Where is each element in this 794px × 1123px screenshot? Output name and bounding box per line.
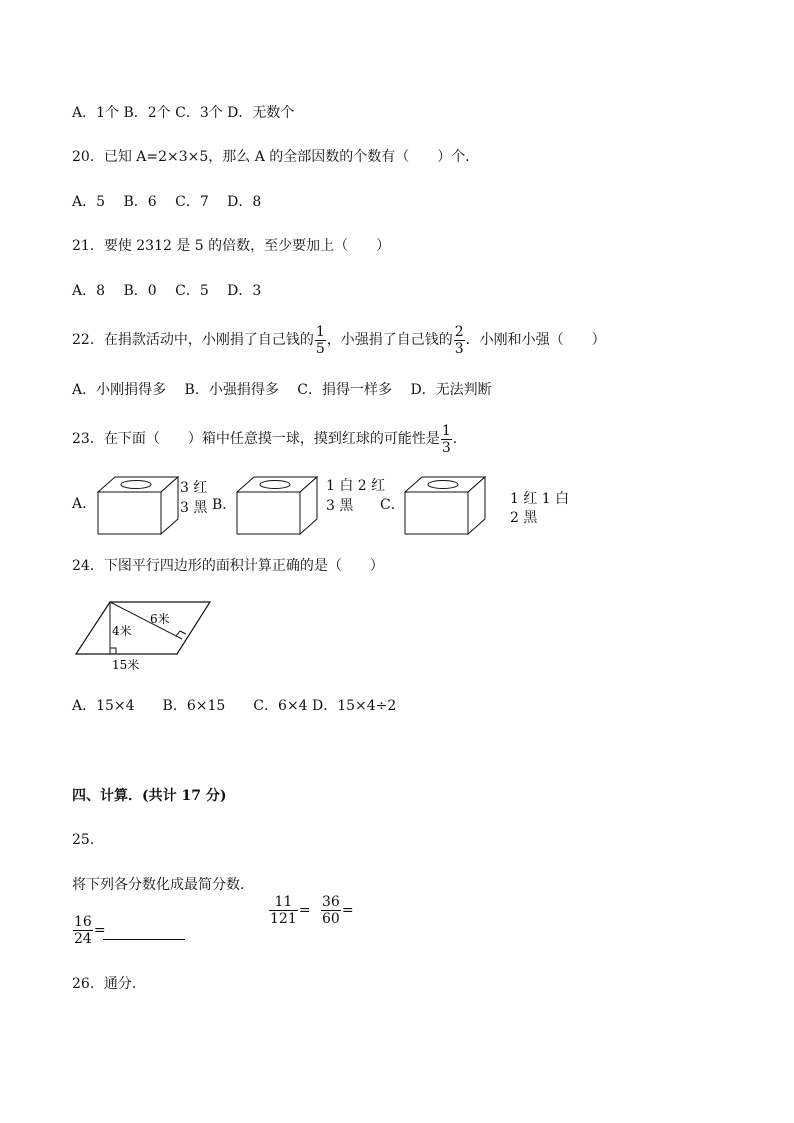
q23-suffix: ． xyxy=(452,431,467,447)
box-b-icon xyxy=(235,475,319,537)
fraction-36-60: $\frac{36}{60}$ xyxy=(322,894,340,927)
q23-prefix: 23．在下面（ ）箱中任意摸一球，摸到红球的可能性是 xyxy=(72,431,440,447)
q25-instruction: 将下列各分数化成最简分数． xyxy=(72,877,254,893)
box-c-line2: 2 黑 xyxy=(510,510,538,526)
q25-item-1: $\frac{16}{24}$ = xyxy=(74,914,106,947)
q24-options: A．15×4 B．6×15 C．6×4 D．15×4÷2 xyxy=(72,698,397,714)
q22-question xyxy=(72,322,606,358)
q22-fraction-1: $\frac{1}{5}$ xyxy=(315,323,325,357)
box-c-line1: 1 红 1 白 xyxy=(510,491,570,507)
q20-text: 20．已知 A=2×3×5，那么 A 的全部因数的个数有（ ）个． xyxy=(72,149,480,165)
answer-blank-line xyxy=(103,939,185,940)
q22-prefix: 22．在捐款活动中，小刚捐了自己钱的 xyxy=(72,332,314,348)
q24-text: 24．下图平行四边形的面积计算正确的是（ ） xyxy=(72,558,384,574)
q22-suffix: ．小刚和小强（ ） xyxy=(465,332,606,348)
q26-text: 26．通分． xyxy=(72,976,146,992)
box-b-line2: 3 黑 xyxy=(326,498,354,514)
fraction-16-24: $\frac{16}{24}$ xyxy=(74,914,92,947)
box-a-icon xyxy=(96,475,180,537)
parallelogram-diagram xyxy=(70,595,220,675)
label-diagonal: 6米 xyxy=(150,612,170,626)
q22-fraction-2: $\frac{2}{3}$ xyxy=(454,323,464,357)
q22-options: A．小刚捐得多 B．小强捐得多 C．捐得一样多 D．无法判断 xyxy=(72,382,492,398)
q21-text: 21．要使 2312 是 5 的倍数，至少要加上（ ） xyxy=(72,238,391,254)
section-4-heading: 四、计算．(共计 17 分) xyxy=(72,788,227,804)
box-a-line2: 3 黑 xyxy=(180,500,208,516)
box-c-icon xyxy=(403,475,487,537)
q25-number: 25． xyxy=(72,832,104,848)
box-a-letter: A． xyxy=(72,496,97,512)
label-height: 4米 xyxy=(112,624,132,638)
box-a-line1: 3 红 xyxy=(180,480,208,496)
q20-options: A．5 B．6 C．7 D．8 xyxy=(72,194,262,210)
box-b-letter: B． xyxy=(212,497,237,513)
fraction-11-121: $\frac{11}{121}$ xyxy=(270,894,297,927)
q25-item-2: $\frac{11}{121}$ = xyxy=(270,894,311,927)
q21-options: A．8 B．0 C．5 D．3 xyxy=(72,283,262,299)
q23-fraction: $\frac{1}{3}$ xyxy=(441,422,451,456)
box-c-letter: C． xyxy=(380,497,405,513)
q19-options: A．1个 B．2个 C．3个 D．无数个 xyxy=(72,105,295,121)
q22-mid: ，小强捐了自己钱的 xyxy=(326,332,453,348)
label-base: 15米 xyxy=(112,658,140,672)
q25-item-3: $\frac{36}{60}$ = xyxy=(322,894,354,927)
q23-question xyxy=(72,421,467,457)
box-b-line1: 1 白 2 红 xyxy=(326,478,386,494)
